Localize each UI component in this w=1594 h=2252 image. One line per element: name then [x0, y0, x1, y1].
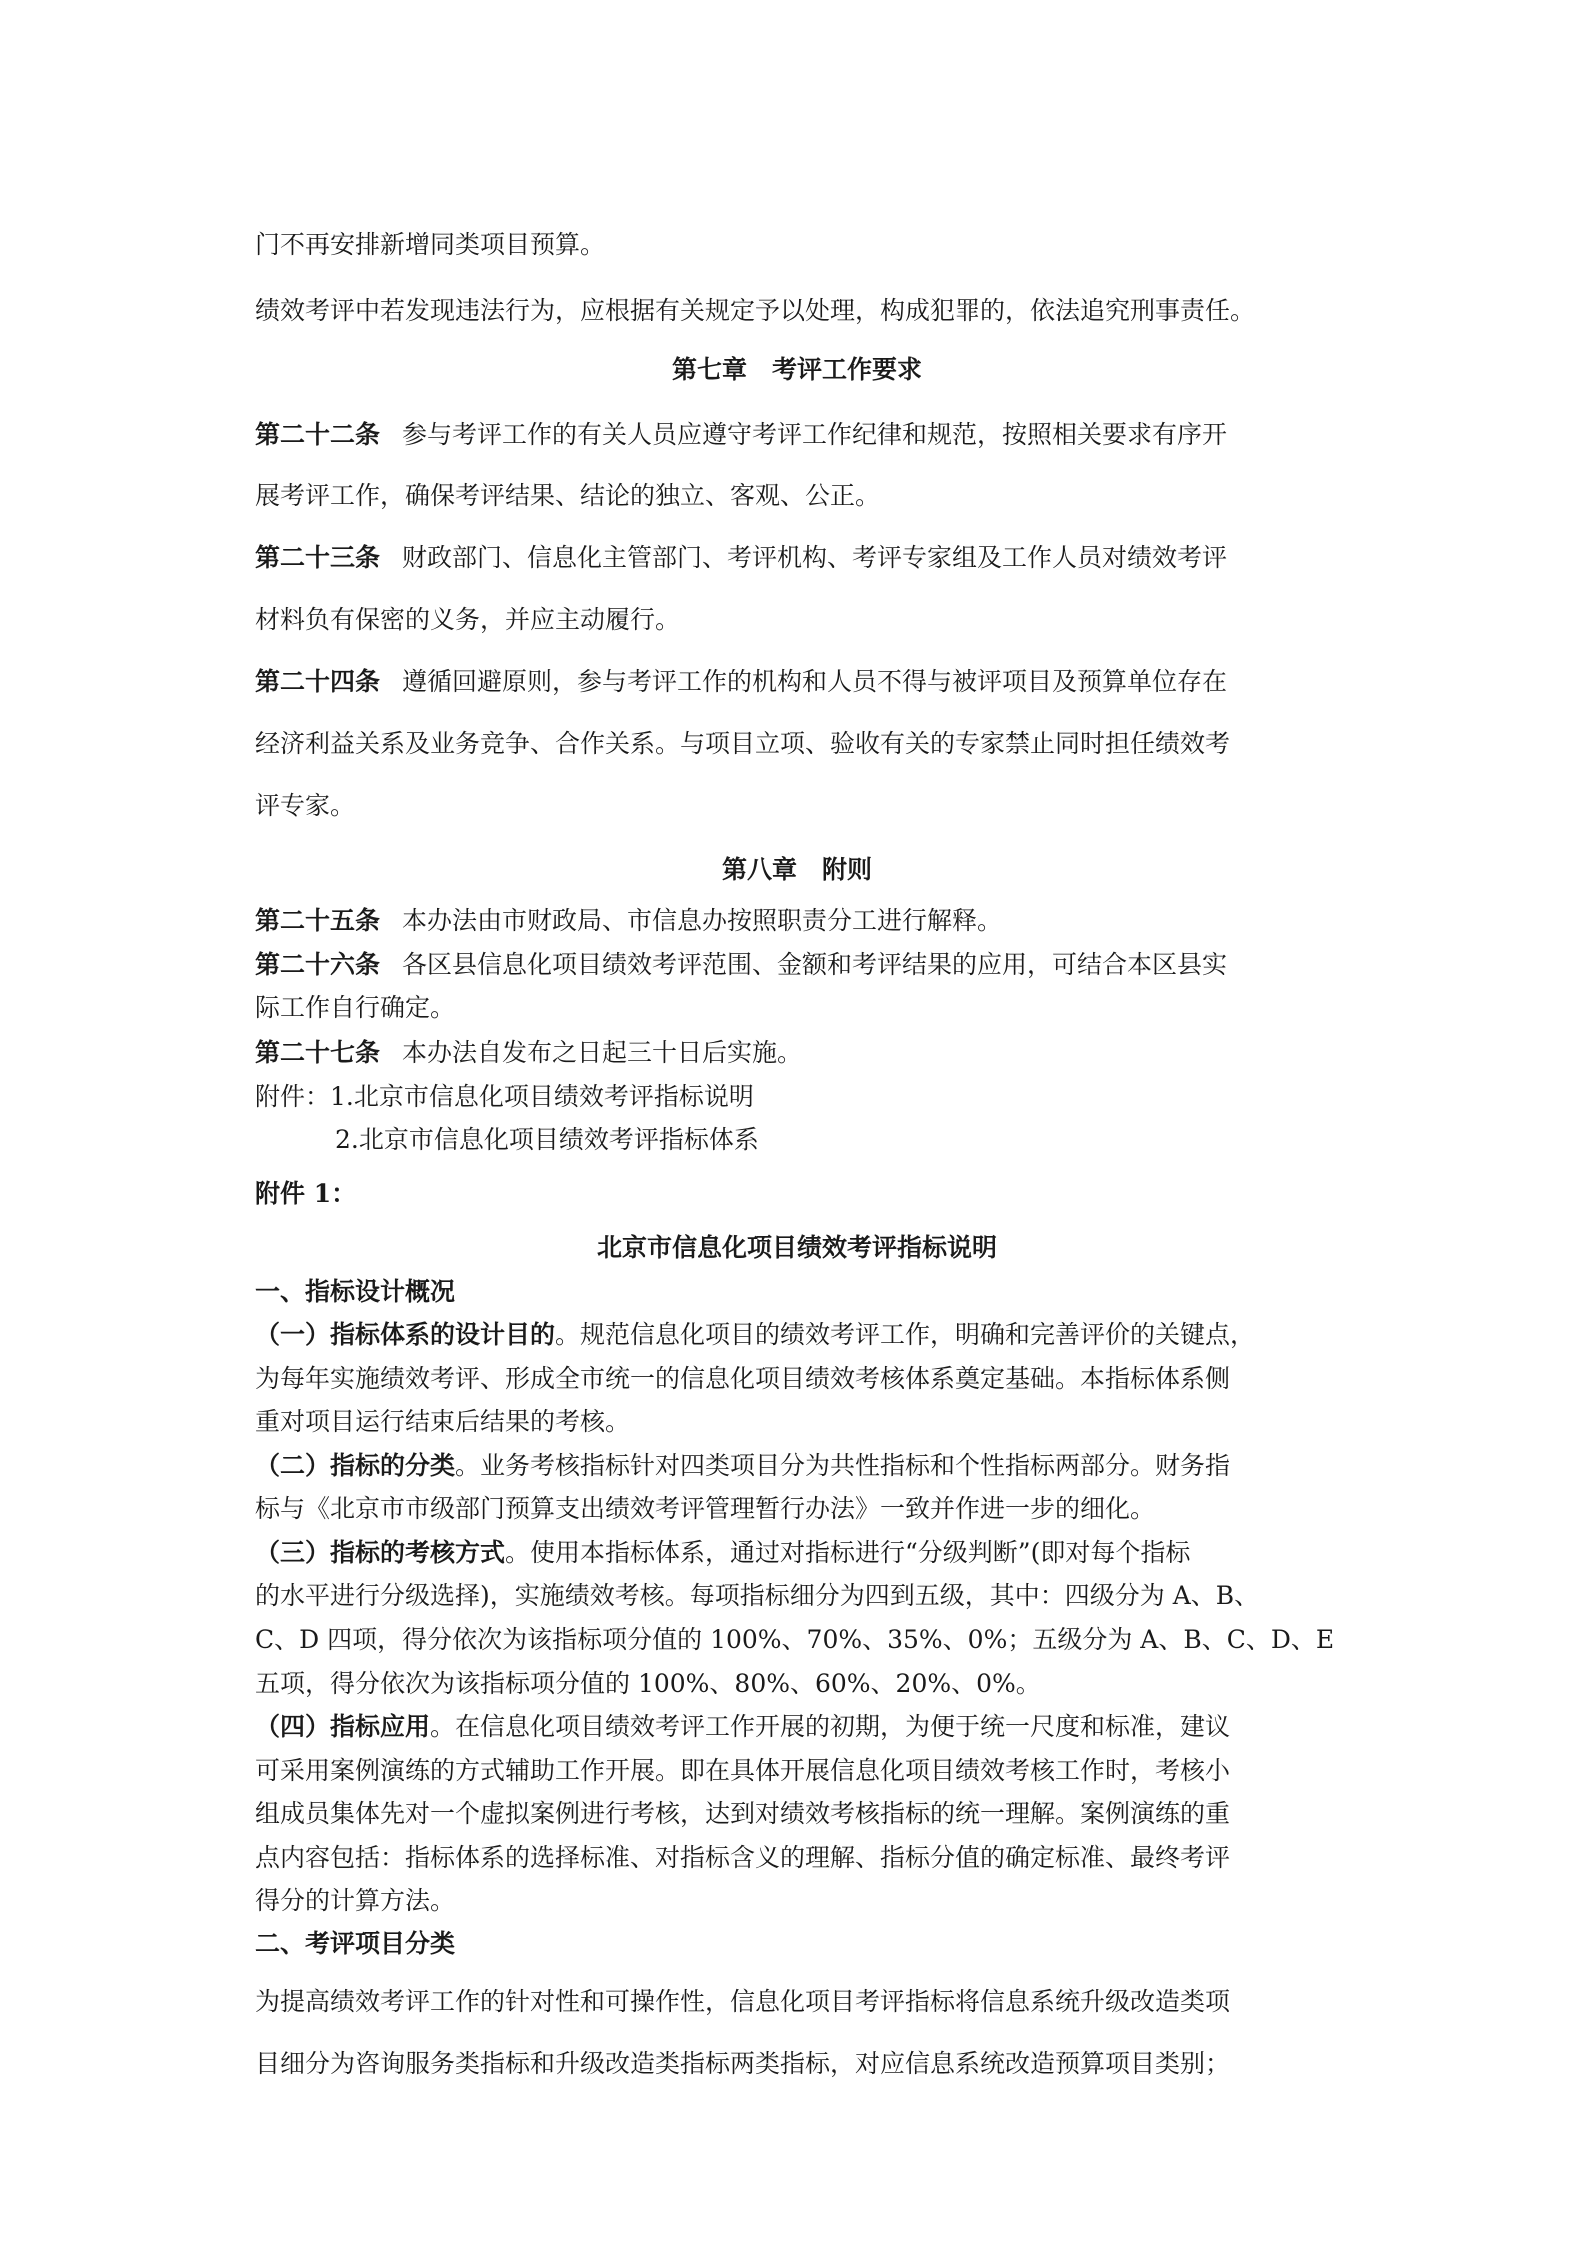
- paragraph-violations: 绩效考评中若发现违法行为，应根据有关规定予以处理，构成犯罪的，依法追究刑事责任。: [255, 296, 1256, 325]
- para-1-line-3: 重对项目运行结束后结果的考核。: [255, 1407, 631, 1436]
- para-2-line-2: 标与《北京市市级部门预算支出绩效考评管理暂行办法》一致并作进一步的细化。: [255, 1494, 1156, 1523]
- article-24-line-2: 经济利益关系及业务竞争、合作关系。与项目立项、验收有关的专家禁止同时担任绩效考: [255, 729, 1231, 758]
- para-3-line-3: C、D 四项，得分依次为该指标项分值的 100%、70%、35%、0%；五级分为 A、B、C、D、E: [255, 1625, 1335, 1654]
- appendix-title: 北京市信息化项目绩效考评指标说明: [596, 1233, 997, 1262]
- para-4-line-3: 组成员集体先对一个虚拟案例进行考核，达到对绩效考核指标的统一理解。案例演练的重: [255, 1799, 1231, 1828]
- article-24-line-3: 评专家。: [255, 791, 356, 820]
- article-22-label: 第二十二条: [255, 420, 381, 449]
- attachments-line-2: 2.北京市信息化项目绩效考评指标体系: [335, 1125, 759, 1154]
- para-2-label: （二）指标的分类: [255, 1451, 456, 1480]
- section-2-line-1: 为提高绩效考评工作的针对性和可操作性，信息化项目考评指标将信息系统升级改造类项: [255, 1987, 1231, 2016]
- para-4-line-2: 可采用案例演练的方式辅助工作开展。即在具体开展信息化项目绩效考核工作时，考核小: [255, 1756, 1231, 1785]
- para-3-line-1: （三）指标的考核方式。使用本指标体系，通过对指标进行“分级判断”(即对每个指标: [255, 1538, 1191, 1567]
- section-2-line-2: 目细分为咨询服务类指标和升级改造类指标两类指标，对应信息系统改造预算项目类别；: [255, 2049, 1231, 2078]
- para-2-line-1: （二）指标的分类。业务考核指标针对四类项目分为共性指标和个性指标两部分。财务指: [255, 1451, 1231, 1480]
- para-1-line-1: （一）指标体系的设计目的。规范信息化项目的绩效考评工作，明确和完善评价的关键点，: [255, 1320, 1256, 1349]
- article-26-label: 第二十六条: [255, 950, 381, 979]
- article-24-label: 第二十四条: [255, 667, 381, 696]
- para-4-label: （四）指标应用: [255, 1712, 431, 1741]
- attachment-1-label: 附件 1：: [255, 1179, 357, 1208]
- attachments-line-1: 附件：1.北京市信息化项目绩效考评指标说明: [255, 1082, 754, 1111]
- article-23-line-1: 第二十三条 财政部门、信息化主管部门、考评机构、考评专家组及工作人员对绩效考评: [255, 543, 1228, 572]
- chapter-7-heading: 第七章 考评工作要求: [671, 355, 922, 384]
- para-3-label: （三）指标的考核方式: [255, 1538, 506, 1567]
- article-25: 第二十五条 本办法由市财政局、市信息办按照职责分工进行解释。: [255, 906, 1003, 935]
- article-26-line-1: 第二十六条 各区县信息化项目绩效考评范围、金额和考评结果的应用，可结合本区县实: [255, 950, 1228, 979]
- article-26-line-2: 际工作自行确定。: [255, 993, 456, 1022]
- para-4-line-5: 得分的计算方法。: [255, 1886, 456, 1915]
- para-1-line-2: 为每年实施绩效考评、形成全市统一的信息化项目绩效考核体系奠定基础。本指标体系侧: [255, 1364, 1231, 1393]
- article-25-label: 第二十五条: [255, 906, 381, 935]
- para-4-line-4: 点内容包括：指标体系的选择标准、对指标含义的理解、指标分值的确定标准、最终考评: [255, 1843, 1231, 1872]
- para-3-line-4: 五项，得分依次为该指标项分值的 100%、80%、60%、20%、0%。: [255, 1669, 1041, 1698]
- para-1-label: （一）指标体系的设计目的: [255, 1320, 556, 1349]
- para-4-line-1: （四）指标应用。在信息化项目绩效考评工作开展的初期，为便于统一尺度和标准，建议: [255, 1712, 1231, 1741]
- section-2-heading: 二、考评项目分类: [255, 1929, 456, 1958]
- para-3-line-2: 的水平进行分级选择)，实施绩效考核。每项指标细分为四到五级，其中：四级分为 A、B、: [255, 1581, 1260, 1610]
- chapter-8-heading: 第八章 附则: [721, 855, 872, 884]
- article-22-line-1: 第二十二条 参与考评工作的有关人员应遵守考评工作纪律和规范，按照相关要求有序开: [255, 420, 1228, 449]
- article-23-label: 第二十三条: [255, 543, 381, 572]
- continued-text: 门不再安排新增同类项目预算。: [255, 230, 606, 259]
- section-1-heading: 一、指标设计概况: [255, 1277, 456, 1306]
- article-23-line-2: 材料负有保密的义务，并应主动履行。: [255, 605, 681, 634]
- article-24-line-1: 第二十四条 遵循回避原则，参与考评工作的机构和人员不得与被评项目及预算单位存在: [255, 667, 1228, 696]
- article-27-label: 第二十七条: [255, 1038, 381, 1067]
- article-22-line-2: 展考评工作，确保考评结果、结论的独立、客观、公正。: [255, 481, 881, 510]
- article-27: 第二十七条 本办法自发布之日起三十日后实施。: [255, 1038, 803, 1067]
